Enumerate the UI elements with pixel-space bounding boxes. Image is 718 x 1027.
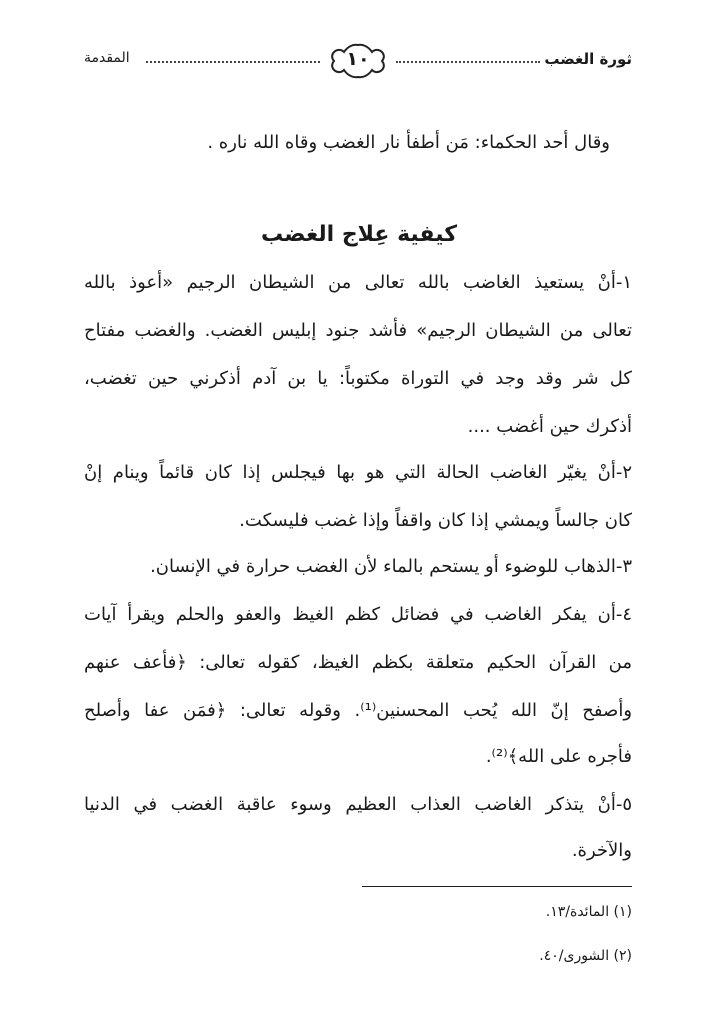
running-header xyxy=(84,42,632,82)
header-chapter: المقدمة xyxy=(84,50,130,66)
header-book-title: ثورة الغضب xyxy=(544,50,632,68)
body-line-6: كان جالساً ويمشي إذا كان واقفاً وإذا غضب فليسكت. xyxy=(239,510,632,531)
page-number-ornament xyxy=(324,42,392,80)
body-line-10: وأصفح إنّ الله يُحب المحسنين⁽¹⁾. وقوله تعالى: ﴿فمَن عفا وأصلح xyxy=(84,700,633,721)
body-line-11: فأجره على الله﴾⁽²⁾. xyxy=(485,746,632,767)
header-dotted-leader-left xyxy=(146,61,320,63)
section-heading: كيفية عِلاج الغضب xyxy=(260,222,458,247)
body-line-3: كل شر وقد وجد في التوراة مكتوباً: يا بن آدم أذكرني حين تغضب، xyxy=(84,368,632,389)
body-line-12: ٥-أنْ يتذكر الغاضب العذاب العظيم وسوء عاقبة الغضب في الدنيا xyxy=(84,794,632,815)
body-line-8: ٤-أن يفكر الغاضب في فضائل كظم الغيظ والعفو والحلم ويقرأ آيات xyxy=(84,604,632,625)
page-number: ١٠ xyxy=(346,48,370,70)
body-line-7: ٣-الذهاب للوضوء أو يستحم بالماء لأن الغضب حرارة في الإنسان. xyxy=(150,556,632,577)
body-line-2: تعالى من الشيطان الرجيم» فأشد جنود إبليس الغضب. والغضب مفتاح xyxy=(84,320,632,341)
body-line-4: أذكرك حين أغضب .... xyxy=(467,416,632,437)
footnote-2: (٢) الشورى/٤٠. xyxy=(539,948,632,964)
footnote-1: (١) المائدة/١٣. xyxy=(545,904,632,920)
body-line-13: والآخرة. xyxy=(571,840,632,861)
header-dotted-leader-right xyxy=(396,61,540,63)
body-line-1: ١-أنْ يستعيذ الغاضب بالله تعالى من الشيطان الرجيم «أعوذ بالله xyxy=(84,272,632,293)
body-line-9: من القرآن الحكيم متعلقة بكظم الغيظ، كقوله تعالى: ﴿فأعف عنهم xyxy=(84,652,632,673)
intro-line: وقال أحد الحكماء: مَن أطفأ نار الغضب وقاه الله ناره . xyxy=(207,132,610,153)
body-line-5: ٢-أنْ يغيّر الغاضب الحالة التي هو بها فيجلس إذا كان قائماً وينام إنْ xyxy=(84,462,632,483)
footnote-divider xyxy=(362,886,632,887)
